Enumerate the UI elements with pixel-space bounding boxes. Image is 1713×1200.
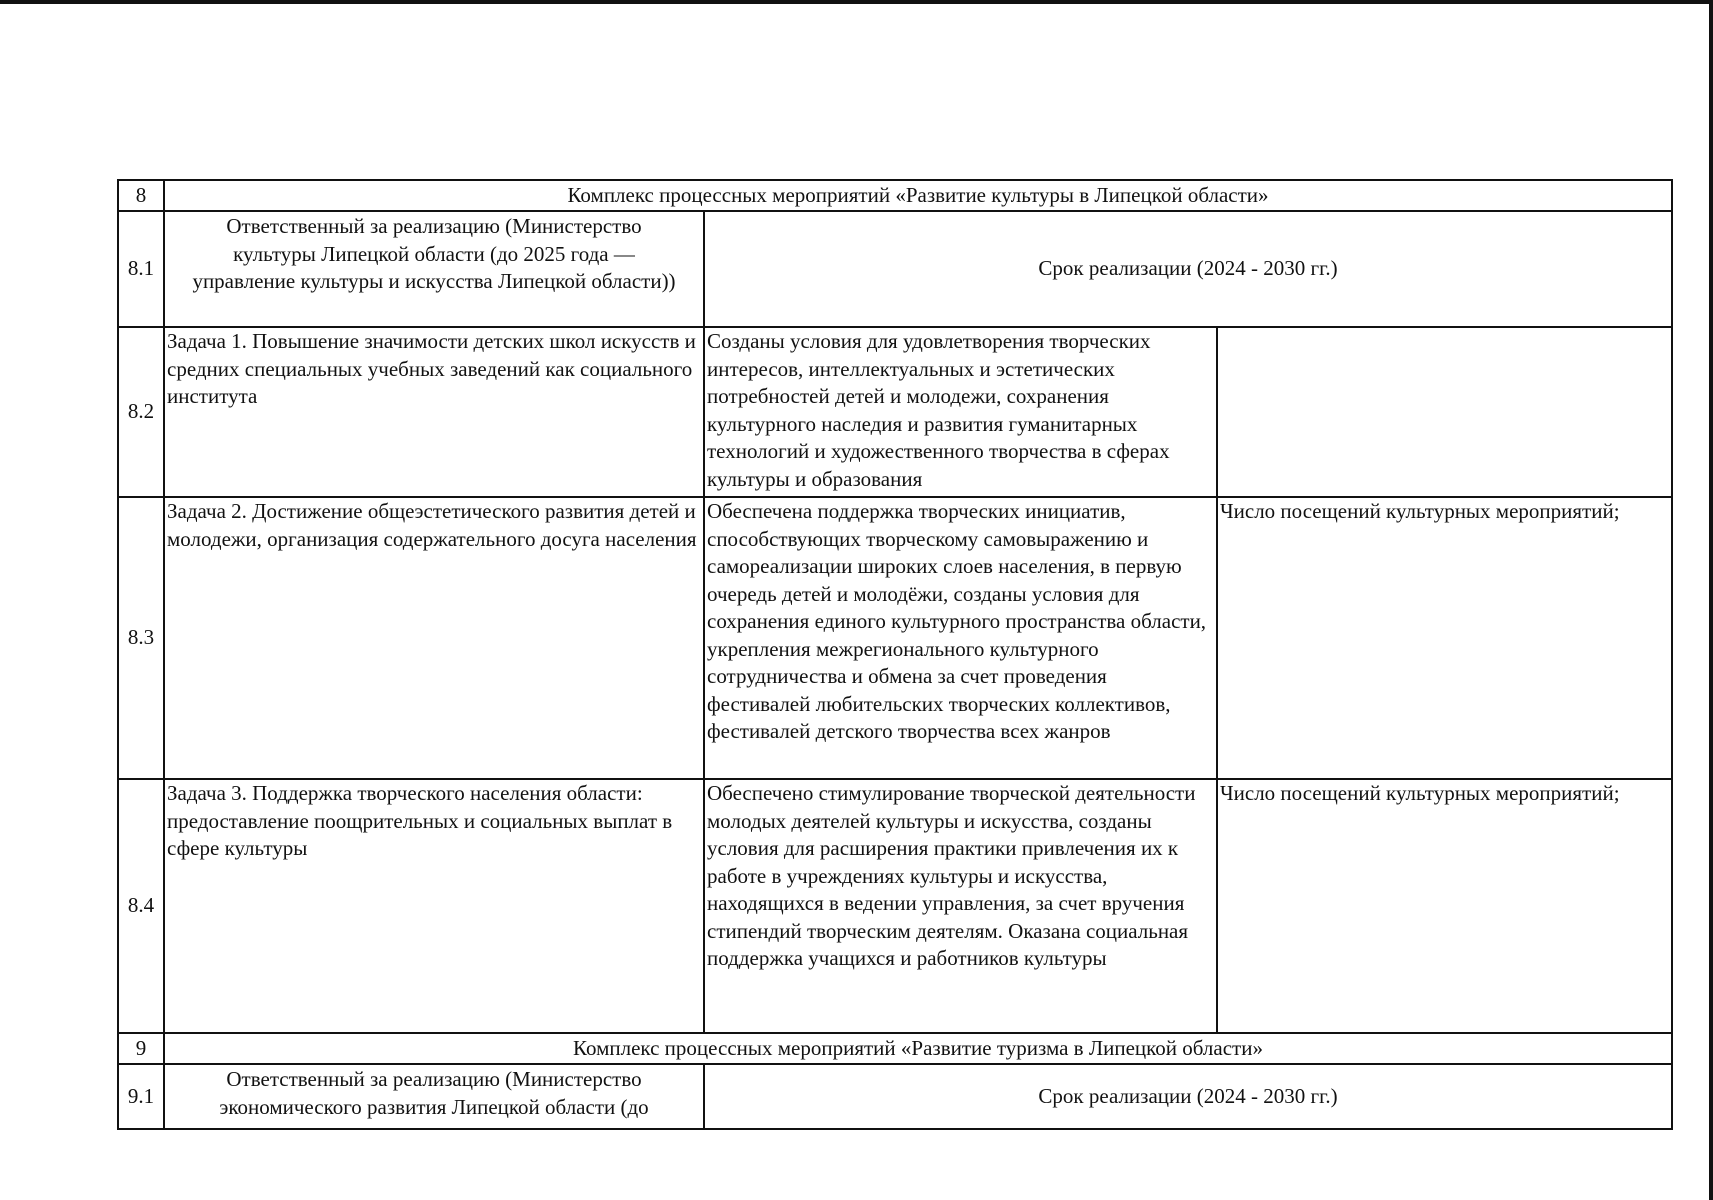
row-number: 8.4 [118,779,164,1033]
row-number: 8.2 [118,327,164,497]
term-cell: Срок реализации (2024 - 2030 гг.) [704,211,1672,327]
row-number: 9.1 [118,1064,164,1129]
row-number: 8.3 [118,497,164,779]
indicator-cell [1217,327,1672,497]
table-row-9 [118,1033,1672,1064]
task-cell: Задача 3. Поддержка творческого населения области: предоставление поощрительных и социальных выплат в сфере культуры [164,779,704,1033]
result-cell: Обеспечена поддержка творческих инициатив, способствующих творческому самовыражению и самореализации широких слоев населения, в первую очередь детей и молодёжи, созданы условия для сохранения единого культурного пространства области, укрепления межрегионального культурного сотрудничества и обмена за счет проведения фестивалей любительских творческих коллективов, фестивалей детского творчества всех жанров [704,497,1217,779]
term-cell: Срок реализации (2024 - 2030 гг.) [704,1064,1672,1129]
row-number: 8.1 [118,211,164,327]
task-cell: Задача 2. Достижение общеэстетического развития детей и молодежи, организация содержательного досуга населения [164,497,704,779]
table-row-8 [118,180,1672,211]
responsible-cell [164,1064,704,1129]
responsible-text: Ответственный за реализацию (Министерство экономического развития Липецкой области (до [219,1067,649,1119]
indicator-cell: Число посещений культурных мероприятий; [1217,497,1672,779]
table-row-8-2 [118,327,1672,497]
table-row-8-3 [118,497,1672,779]
row-number: 9 [118,1033,164,1064]
table-row-8-4 [118,779,1672,1033]
task-cell: Задача 1. Повышение значимости детских школ искусств и средних специальных учебных заведений как социального института [164,327,704,497]
row-number: 8 [118,180,164,211]
page-edge-top [0,0,1713,4]
result-cell: Обеспечено стимулирование творческой деятельности молодых деятелей культуры и искусства, созданы условия для расширения практики привлечения их к работе в учреждениях культуры и искусства, находящихся в ведении управления, за счет вручения стипендий творческим деятелям. Оказана социальная поддержка учащихся и работников культуры [704,779,1217,1033]
table-row-9-1 [118,1064,1672,1129]
page-edge-right [1709,0,1713,1200]
responsible-cell: Ответственный за реализацию (Министерство культуры Липецкой области (до 2025 года — управление культуры и искусства Липецкой области)) [164,211,704,327]
section-title: Комплекс процессных мероприятий «Развитие культуры в Липецкой области» [164,180,1672,211]
program-table [117,179,1673,1130]
indicator-cell: Число посещений культурных мероприятий; [1217,779,1672,1033]
table-row-8-1 [118,211,1672,327]
section-title: Комплекс процессных мероприятий «Развитие туризма в Липецкой области» [164,1033,1672,1064]
result-cell: Созданы условия для удовлетворения творческих интересов, интеллектуальных и эстетических потребностей детей и молодежи, сохранения культурного наследия и развития гуманитарных технологий и художественного творчества в сферах культуры и образования [704,327,1217,497]
